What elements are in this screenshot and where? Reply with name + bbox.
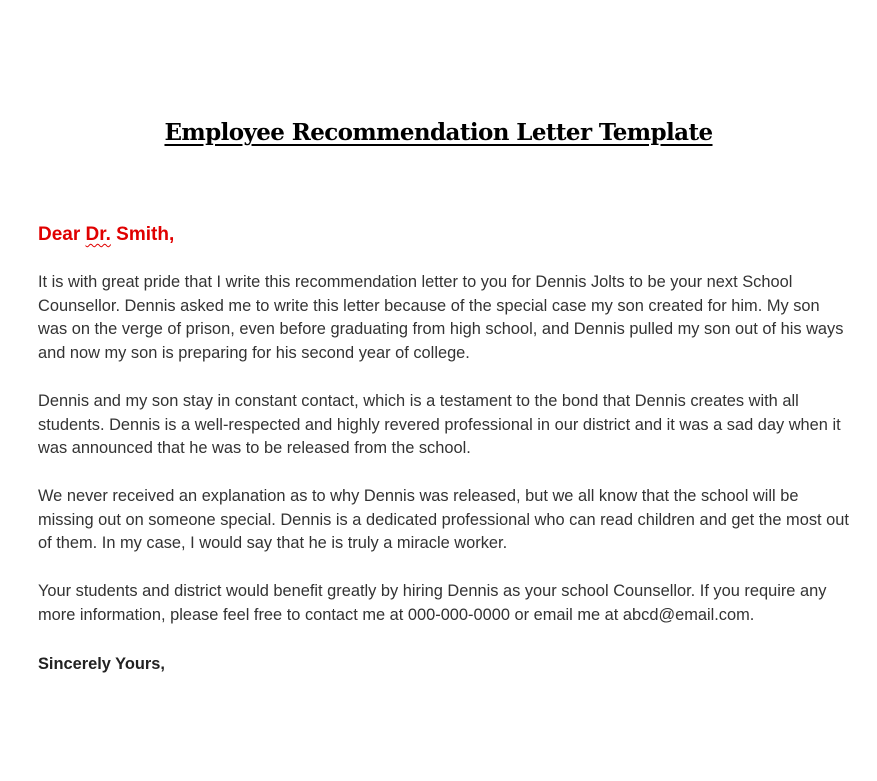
spellcheck-flagged-word[interactable]: Dr. <box>85 224 111 245</box>
salutation-prefix: Dear <box>38 224 86 245</box>
document-title: Employee Recommendation Letter Template <box>164 119 713 146</box>
paragraph-2: Dennis and my son stay in constant contact, which is a testament to the bond that Dennis creates with all students. Dennis is a well-respected and highly revered professional in our district and it was a sad day when it was announced that he was to be released from the school. <box>38 392 841 458</box>
salutation-suffix: Smith, <box>110 224 175 245</box>
paragraph-1: It is with great pride that I write this recommendation letter to you for Dennis Jolts to be your next School Counsellor. Dennis asked me to write this letter because of the special case my son created for him. My son was on the verge of prison, even before graduating from high school, and Dennis pulled my son out of his ways and now my son is preparing for his second year of college. <box>38 273 844 363</box>
salutation <box>38 222 174 248</box>
paragraph-4: Your students and district would benefit greatly by hiring Dennis as your school Counsellor. If you require any more information, please feel free to contact me at 000-000-0000 or email me at abcd@email.com. <box>38 582 827 624</box>
paragraph-3: We never received an explanation as to why Dennis was released, but we all know that the school will be missing out on someone special. Dennis is a dedicated professional who can read children and get the most out of them. In my case, I would say that he is truly a miracle worker. <box>38 487 849 553</box>
closing: Sincerely Yours, <box>38 655 165 673</box>
